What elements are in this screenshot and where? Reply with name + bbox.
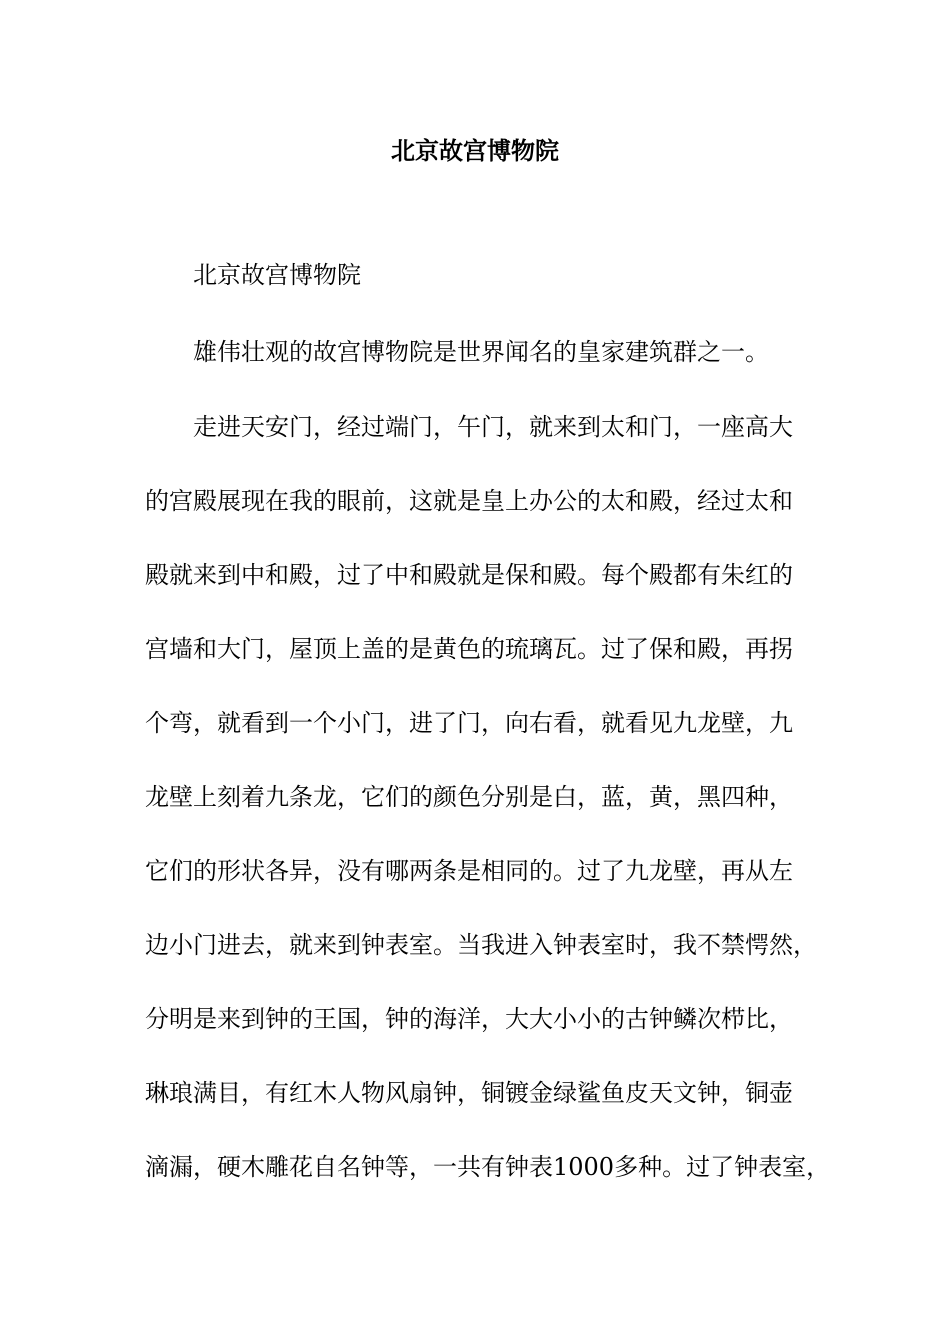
paragraph-line: 琳琅满目，有红木人物风扇钟，铜镀金绿鲨鱼皮天文钟，铜壶 — [145, 1079, 793, 1107]
paragraph-line: 边小门进去，就来到钟表室。当我进入钟表室时，我不禁愕然， — [145, 931, 817, 959]
paragraph-line: 个弯，就看到一个小门，进了门，向右看，就看见九龙壁，九 — [145, 709, 793, 737]
paragraph-line: 分明是来到钟的王国，钟的海洋，大大小小的古钟鳞次栉比， — [145, 1005, 793, 1033]
paragraph-line: 的宫殿展现在我的眼前，这就是皇上办公的太和殿，经过太和 — [145, 487, 793, 515]
document-title: 北京故宫博物院 — [391, 136, 559, 165]
paragraph-heading: 北京故宫博物院 — [193, 261, 361, 289]
paragraph-line: 滴漏，硬木雕花自名钟等，一共有钟表1000多种。过了钟表室， — [145, 1153, 831, 1181]
paragraph-intro: 雄伟壮观的故宫博物院是世界闻名的皇家建筑群之一。 — [193, 338, 769, 366]
paragraph-line: 宫墙和大门，屋顶上盖的是黄色的琉璃瓦。过了保和殿，再拐 — [145, 635, 793, 663]
paragraph-line: 殿就来到中和殿，过了中和殿就是保和殿。每个殿都有朱红的 — [145, 561, 793, 589]
paragraph-line: 龙壁上刻着九条龙，它们的颜色分别是白，蓝，黄，黑四种， — [145, 783, 793, 811]
paragraph-line: 走进天安门，经过端门，午门，就来到太和门，一座高大 — [193, 413, 793, 441]
paragraph-line: 它们的形状各异，没有哪两条是相同的。过了九龙壁，再从左 — [145, 857, 793, 885]
